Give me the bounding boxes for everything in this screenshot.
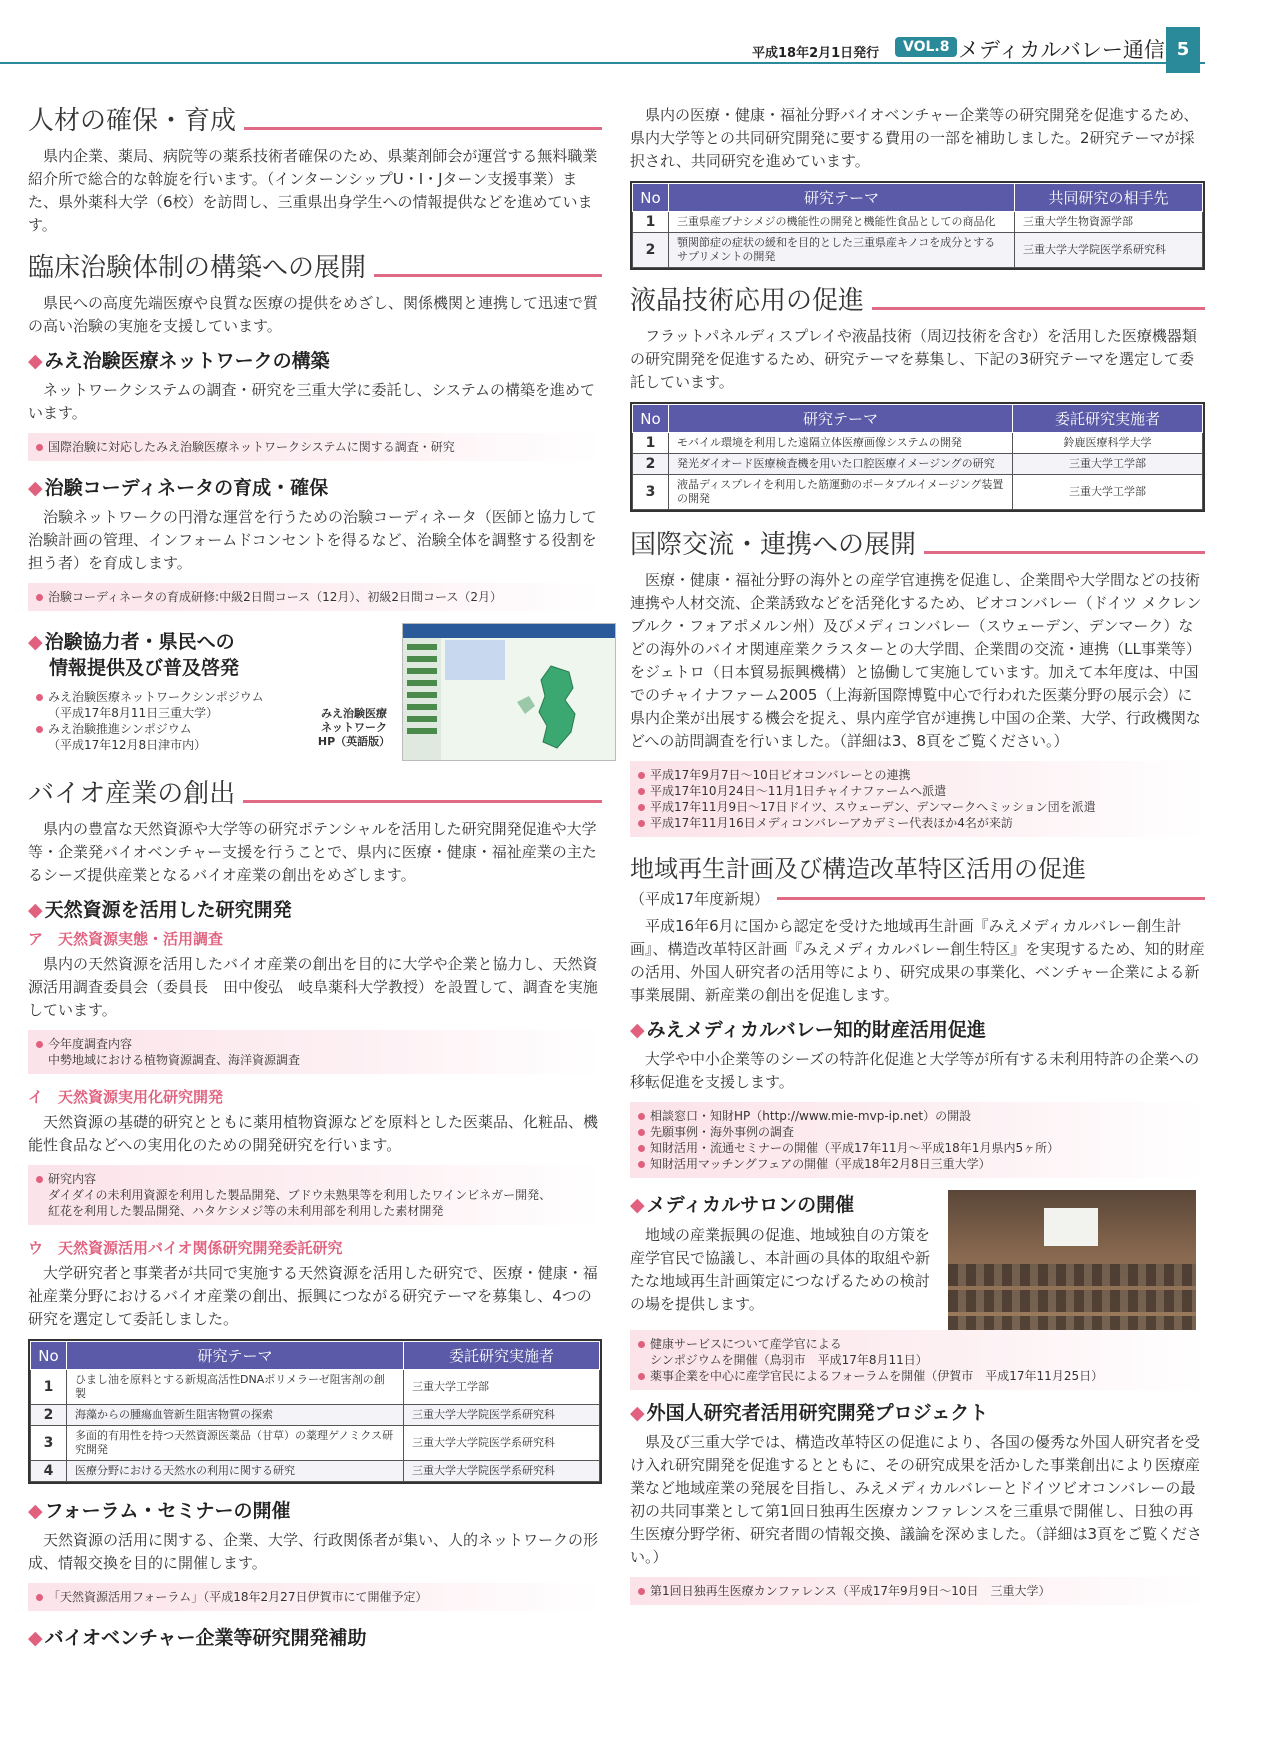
section-title-text: 人材の確保・育成: [28, 106, 237, 136]
website-photo: [445, 640, 505, 680]
table-cell-org: 三重大学大学院医学系研究科: [404, 1426, 600, 1461]
note-item: 健康サービスについて産学官による: [638, 1336, 1195, 1352]
website-sidebar: [403, 638, 441, 761]
note-item-detail: （平成17年8月11日三重大学）: [48, 706, 219, 720]
note-item: 国際治験に対応したみえ治験医療ネットワークシステムに関する調査・研究: [36, 439, 592, 455]
section-title-text: 地域再生計画及び構造改革特区活用の促進: [630, 855, 1086, 883]
volume-badge: VOL.8: [895, 37, 957, 57]
table-row: [633, 475, 1203, 510]
column-header: No: [633, 405, 669, 433]
table-cell-org: 三重大学生物資源学部: [1015, 212, 1203, 233]
table-cell-no: 3: [633, 475, 669, 510]
subsection-title-text: 治験コーディネータの育成・確保: [44, 477, 329, 499]
note-item: 知財活用マッチングフェアの開催（平成18年2月8日三重大学）: [638, 1156, 1195, 1172]
section-title-lcd-technology: [630, 280, 1205, 317]
minor-title: ウ 天然資源活用バイオ関係研究開発委託研究: [28, 1239, 343, 1257]
subsection-title-text: 天然資源を活用した研究開発: [44, 899, 292, 921]
note-item: 知財活用・流通セミナーの開催（平成17年11月〜平成18年1月県内5ヶ所）: [638, 1140, 1195, 1156]
subsection-title: [28, 895, 602, 922]
section-body: 県民への高度先端医療や良質な医療の提供をめざし、関係機関と連携して迅速で質の高い治験の実施を支援しています。: [28, 294, 599, 335]
subsection-title-text: 治験協力者・県民への: [44, 631, 235, 653]
subsection-title-text: メディカルサロンの開催: [646, 1194, 855, 1216]
note-box: [630, 761, 1205, 837]
issue-date: 平成18年2月1日発行: [752, 46, 880, 61]
table-cell-theme: モバイル環境を利用した遠隔立体医療画像システムの開発: [669, 433, 1013, 454]
table-cell-no: 1: [633, 433, 669, 454]
table-cell-org: 三重大学工学部: [1013, 475, 1203, 510]
subsection-body: 治験ネットワークの円滑な運営を行うための治験コーディネータ（医師と協力して治験計画の管理、インフォームドコンセントを得るなど、治験全体を調整する役割を担う者）を育成します。: [28, 508, 597, 572]
website-label-line: ネットワーク: [321, 721, 387, 734]
minor-title: イ 天然資源実用化研究開発: [28, 1088, 224, 1106]
note-item: みえ治験医療ネットワークシンポジウム: [36, 689, 306, 705]
table-row: [31, 1461, 600, 1482]
note-item-detail: （平成17年12月8日津市内）: [48, 738, 207, 752]
column-header: 委託研究実施者: [1013, 405, 1203, 433]
subsection-body: 大学研究者と事業者が共同で実施する天然資源を活用した研究で、医療・健康・福祉産業分野におけるバイオ産業の創出、振興につながる研究テーマを募集し、4つの研究を選定して委託しました。: [28, 1264, 598, 1328]
table-cell-org: 鈴鹿医療科学大学: [1013, 433, 1203, 454]
note-item: 平成17年11月16日メディコンバレーアカデミー代表ほか4名が来訪: [638, 815, 1195, 831]
section-subtitle-text: （平成17年度新規）: [630, 890, 770, 908]
note-item: 相談窓口・知財HP（http://www.mie-mvp-ip.net）の開設: [638, 1108, 1195, 1124]
note-item: 先願事例・海外事例の調査: [638, 1124, 1195, 1140]
table-cell-org: 三重大学大学院医学系研究科: [404, 1461, 600, 1482]
medical-salon-block: [630, 1190, 1205, 1383]
note-item: 薬事企業を中心に産学官民によるフォーラムを開催（伊賀市 平成17年11月25日）: [638, 1368, 1195, 1384]
note-item-detail: 紅花を利用した製品開発、ハタケシメジ等の未利用部を利用した素材開発: [48, 1204, 444, 1218]
website-label-line: みえ治験医療: [321, 707, 387, 720]
title-rule: [374, 274, 602, 277]
note-item: 平成17年10月24日〜11月1日チャイナファームへ派遣: [638, 783, 1195, 799]
diamond-icon: ◆: [28, 1500, 43, 1522]
title-rule: [243, 800, 602, 803]
table-cell-theme: 発光ダイオード医療検査機を用いた口腔医療イメージングの研究: [669, 454, 1013, 475]
section-title-regional-revitalization: [630, 849, 1205, 884]
table-cell-theme: 多面的有用性を持つ天然資源医薬品（甘草）の薬理ゲノミクス研究開発: [67, 1426, 404, 1461]
note-item: みえ治験推進シンポジウム: [36, 721, 306, 737]
subsection-title: [28, 629, 239, 681]
column-header: 委託研究実施者: [404, 1342, 600, 1370]
table-cell-no: 3: [31, 1426, 67, 1461]
section-body: 医療・健康・福祉分野の海外との産学官連携を促進し、企業間や大学間などの技術連携や人材交流、企業誘致などを活発化するため、ビオコンバレー（ドイツ メクレンブルク・フォアポメルン州）及びメディコンバレー（スウェーデン、デンマーク）などの海外のバイオ関連産業クラスターとの大学間、企業間の交流・連携（LL事業等）をジェトロ（日本貿易振興機構）と協働して実施しています。加えて本年度は、中国でのチャイナファーム2005（上海新国際博覧中心で行われた医薬分野の展示会）に県内企業が出展する機会を捉え、県内産学官が連携し中国の企業、大学、行政機関などへの訪問調査を行いました。（詳細は3、8頁をご覧ください。）: [630, 571, 1202, 750]
mie-map-image: [513, 662, 603, 754]
note-item: 今年度調査内容: [36, 1036, 592, 1052]
table-cell-org: 三重大学工学部: [1013, 454, 1203, 475]
note-item: 平成17年11月9日〜17日ドイツ、スウェーデン、デンマークへミッション団を派遣: [638, 799, 1195, 815]
header-divider: [0, 62, 1205, 64]
section-title-human-resources: [28, 100, 602, 137]
promotion-notes: [36, 689, 306, 753]
lcd-research-table-grid: [632, 404, 1203, 510]
table-row: [633, 233, 1203, 268]
website-label: [313, 707, 395, 749]
section-body: 県内の医療・健康・福祉分野バイオベンチャー企業等の研究開発を促進するため、県内大学等との共同研究開発に要する費用の一部を補助しました。2研究テーマが採択され、共同研究を進めています。: [630, 106, 1199, 170]
subsection-body: ネットワークシステムの調査・研究を三重大学に委託し、システムの構築を進めています。: [28, 381, 596, 422]
newsletter-title: メディカルバレー通信: [958, 38, 1165, 62]
minor-title: ア 天然資源実態・活用調査: [28, 930, 224, 948]
table-cell-no: 2: [31, 1405, 67, 1426]
table-header-row: [633, 184, 1203, 212]
lcd-research-table: [630, 402, 1205, 512]
table-cell-no: 2: [633, 233, 669, 268]
subsection-title-text: バイオベンチャー企業等研究開発補助: [44, 1627, 367, 1649]
diamond-icon: ◆: [630, 1194, 645, 1216]
note-box: [630, 1330, 1205, 1390]
subsection-title: [28, 1623, 602, 1650]
table-cell-no: 1: [31, 1370, 67, 1405]
table-cell-no: 4: [31, 1461, 67, 1482]
column-header: 共同研究の相手先: [1015, 184, 1203, 212]
section-title-text: 液晶技術応用の促進: [630, 286, 865, 316]
table-cell-no: 1: [633, 212, 669, 233]
note-item: 平成17年9月7日〜10日ビオコンバレーとの連携: [638, 767, 1195, 783]
table-row: [633, 433, 1203, 454]
diamond-icon: ◆: [28, 899, 43, 921]
note-item: 「天然資源活用フォーラム」（平成18年2月27日伊賀市にて開催予定）: [36, 1589, 592, 1605]
table-header-row: [633, 405, 1203, 433]
page-number: 5: [1166, 27, 1200, 73]
projection-screen: [1044, 1208, 1098, 1246]
table-cell-theme: 液晶ディスプレイを利用した筋運動のポータブルイメージング装置の開発: [669, 475, 1013, 510]
title-rule: [924, 551, 1205, 554]
diamond-icon: ◆: [630, 1019, 645, 1041]
table-row: [31, 1405, 600, 1426]
subsection-body: 天然資源の基礎的研究とともに薬用植物資源などを原料とした医薬品、化粧品、機能性食品などへの実用化のための開発研究を行います。: [28, 1113, 599, 1154]
website-header-bar: [403, 624, 616, 638]
website-label-line: HP（英語版）: [317, 735, 391, 748]
subsection-body: 県及び三重大学では、構造改革特区の促進により、各国の優秀な外国人研究者を受け入れ研究開発を促進するとともに、その研究成果を活かした事業創出により医療産業など地域産業の発展を目指し、みえメディカルバレーとドイツビオコンバレーの最初の共同事業として第1回日独再生医療カンファレンスを三重県で開催し、日独の再生医療分野学術、研究者間の情報交換、議論を深めました。（詳細は3頁をご覧ください。）: [630, 1433, 1203, 1566]
table-cell-org: 三重大学工学部: [404, 1370, 600, 1405]
section-body: フラットパネルディスプレイや液晶技術（周辺技術を含む）を活用した医療機器類の研究開発を促進するため、研究テーマを募集し、下記の3研究テーマを選定して委託しています。: [630, 327, 1197, 391]
section-title-text: バイオ産業の創出: [28, 779, 236, 809]
column-header: 研究テーマ: [669, 405, 1013, 433]
subsection-body: 天然資源の活用に関する、企業、大学、行政関係者が集い、人的ネットワークの形成、情報交換を目的に開催します。: [28, 1531, 599, 1572]
note-box: [630, 1102, 1205, 1178]
subsection-title: [28, 473, 602, 500]
audience-row: [948, 1290, 1196, 1312]
left-column: [28, 100, 602, 1656]
subsection-title-text: みえメディカルバレー知的財産活用促進: [646, 1019, 986, 1041]
note-box: [28, 1165, 602, 1225]
section-body: 県内の豊富な天然資源や大学等の研究ポテンシャルを活用した研究開発促進や大学等・企業発バイオベンチャー支援を行うことで、県内に医療・健康・福祉産業の主たるシーズ提供産業となるバイオ産業の創出をめざします。: [28, 820, 597, 884]
diamond-icon: ◆: [630, 1402, 645, 1424]
section-body: 平成16年6月に国から認定を受けた地域再生計画『みえメディカルバレー創生計画』、構造改革特区計画『みえメディカルバレー創生特区』を実現するため、知的財産の活用、外国人研究者の活用等により、研究成果の事業化、ベンチャー企業による新事業展開、新産業の創出を促進します。: [630, 917, 1205, 1004]
table-row: [31, 1370, 600, 1405]
table-header-row: [31, 1342, 600, 1370]
diamond-icon: ◆: [28, 631, 43, 653]
subsection-title: [28, 346, 602, 373]
note-item: 研究内容: [36, 1171, 592, 1187]
diamond-icon: ◆: [28, 1627, 43, 1649]
subsection-body: 地域の産業振興の促進、地域独自の方策を産学官民で協議し、本計画の具体的取組や新たな地域再生計画策定につなげるための検討の場を提供します。: [630, 1226, 931, 1313]
diamond-icon: ◆: [28, 477, 43, 499]
note-box: [28, 433, 602, 461]
subsection-title-text: 情報提供及び普及啓発: [49, 657, 240, 679]
note-item: 第1回日独再生医療カンファレンス（平成17年9月9日〜10日 三重大学）: [638, 1583, 1195, 1599]
table-cell-theme: 海藻からの腫瘍血管新生阻害物質の探索: [67, 1405, 404, 1426]
note-item: 治験コーディネータの育成研修:中級2日間コース（12月）、初級2日間コース（2月）: [36, 589, 592, 605]
subsection-title: [630, 1398, 1205, 1425]
subsection-body: 大学や中小企業等のシーズの特許化促進と大学等が所有する未利用特許の企業への移転促進を支援します。: [630, 1050, 1200, 1091]
section-title-bio-industry: [28, 773, 602, 810]
section-subtitle: [630, 888, 1205, 909]
section-title-international: [630, 524, 1205, 561]
table-cell-theme: ひまし油を原料とする新規高活性DNAポリメラーゼ阻害剤の創製: [67, 1370, 404, 1405]
column-header: No: [31, 1342, 67, 1370]
section-title-text: 国際交流・連携への展開: [630, 530, 917, 560]
right-column: [630, 104, 1205, 1617]
subsection-title-text: 外国人研究者活用研究開発プロジェクト: [646, 1402, 989, 1424]
joint-research-table: [630, 181, 1205, 270]
note-box-inner: [630, 1330, 1205, 1390]
note-item-detail: ダイダイの未利用資源を利用した製品開発、ブドウ未熟果等を利用したワインビネガー開発、: [48, 1188, 552, 1202]
joint-research-table-grid: [632, 183, 1203, 268]
table-row: [633, 212, 1203, 233]
website-screenshot-image: [402, 623, 616, 761]
subsection-title-text: フォーラム・セミナーの開催: [44, 1500, 291, 1522]
research-table: [28, 1339, 602, 1484]
title-rule: [872, 307, 1205, 310]
note-item-detail: シンポジウムを開催（鳥羽市 平成17年8月11日）: [650, 1353, 928, 1367]
title-rule: [777, 897, 1205, 900]
table-cell-theme: 三重県産ブナシメジの機能性の開発と機能性食品としての商品化: [669, 212, 1015, 233]
note-box: [28, 1030, 602, 1074]
note-box: [28, 583, 602, 611]
subsection-title-text: みえ治験医療ネットワークの構築: [44, 350, 330, 372]
note-item-detail: 中勢地域における植物資源調査、海洋資源調査: [48, 1053, 301, 1067]
section-title-clinical-trials: [28, 247, 602, 284]
forum-photo-image: [948, 1190, 1196, 1340]
diamond-icon: ◆: [28, 350, 43, 372]
subsection-title: [630, 1015, 1205, 1042]
section-body: 県内企業、薬局、病院等の薬系技術者確保のため、県薬剤師会が運営する無料職業紹介所で総合的な斡旋を行います。（インターンシップU・I・Jターン支援事業）また、県外薬科大学（6校）を訪問し、三重県出身学生への情報提供などを進めています。: [28, 147, 598, 234]
column-header: 研究テーマ: [669, 184, 1015, 212]
subsection-title: [28, 1496, 602, 1523]
table-row: [31, 1426, 600, 1461]
table-cell-no: 2: [633, 454, 669, 475]
note-box: [28, 1583, 602, 1611]
section-title-text: 臨床治験体制の構築への展開: [28, 253, 367, 283]
title-rule: [244, 127, 602, 130]
table-cell-org: 三重大学大学院医学系研究科: [1015, 233, 1203, 268]
note-box: [630, 1577, 1205, 1605]
table-row: [633, 454, 1203, 475]
table-cell-theme: 顎関節症の症状の緩和を目的とした三重県産キノコを成分とするサプリメントの開発: [669, 233, 1015, 268]
audience-row: [948, 1264, 1196, 1286]
column-header: No: [633, 184, 669, 212]
subsection-body: 県内の天然資源を活用したバイオ産業の創出を目的に大学や企業と協力し、天然資源活用調査委員会（委員長 田中俊弘 岐阜薬科大学教授）を設置して、調査を実施しています。: [28, 955, 598, 1019]
promotion-block: [28, 623, 602, 763]
research-table-grid: [30, 1341, 600, 1482]
table-cell-theme: 医療分野における天然水の利用に関する研究: [67, 1461, 404, 1482]
table-cell-org: 三重大学大学院医学系研究科: [404, 1405, 600, 1426]
column-header: 研究テーマ: [67, 1342, 404, 1370]
